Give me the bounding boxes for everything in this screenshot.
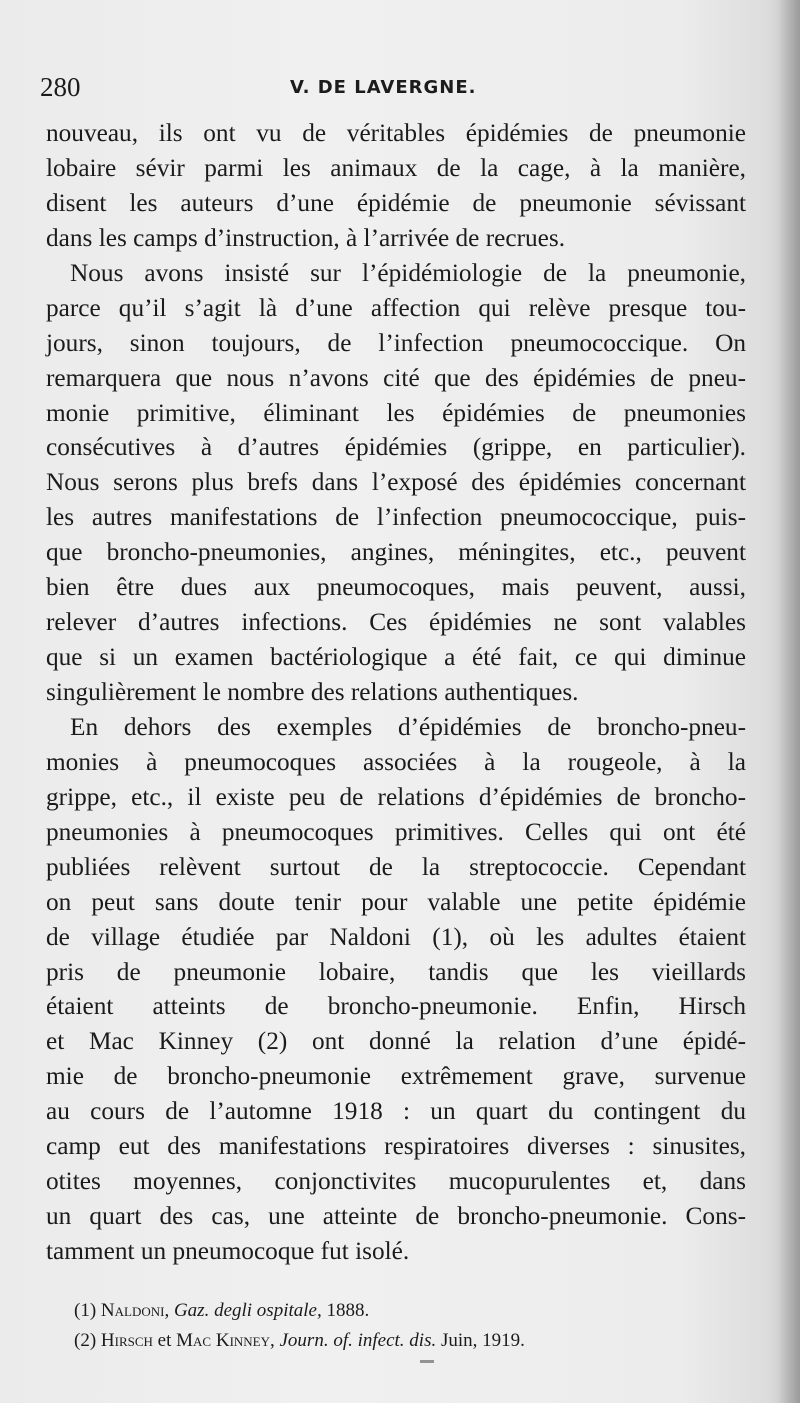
text-line: bien être dues aux pneumocoques, mais peuvent, aussi, bbox=[46, 573, 746, 602]
footnote-author: Hirsch bbox=[100, 1330, 153, 1351]
text-line: otites moyennes, conjonctivites mucopurulentes et, dans bbox=[46, 1167, 746, 1196]
footnote-author: Naldoni, bbox=[100, 1300, 170, 1321]
text-line: lobaire sévir parmi les animaux de la cage, à la manière, bbox=[46, 153, 746, 182]
text-line: grippe, etc., il existe peu de relations d’épidémies de broncho- bbox=[46, 782, 746, 811]
text-line: singulièrement le nombre des relations authentiques. bbox=[46, 678, 579, 706]
text-line: monie primitive, éliminant les épidémies de pneumonies bbox=[46, 398, 746, 427]
footnote-author-2: Mac Kinney, bbox=[176, 1330, 275, 1351]
footnote-source: Journ. of. infect. dis. bbox=[279, 1330, 437, 1351]
text-line: que si un examen bactériologique a été fait, ce qui diminue bbox=[46, 643, 746, 672]
text-line: étaient atteints de broncho-pneumonie. Enfin, Hirsch bbox=[46, 992, 746, 1021]
text-line: consécutives à d’autres épidémies (grippe, en particulier). bbox=[46, 433, 746, 462]
text-line: En dehors des exemples d’épidémies de broncho-pneu- bbox=[70, 712, 746, 741]
text-line: pris de pneumonie lobaire, tandis que les vieillards bbox=[46, 957, 746, 986]
text-line: publiées relèvent surtout de la streptococcie. Cependant bbox=[46, 852, 746, 881]
paragraph-2 bbox=[46, 256, 746, 710]
page-header bbox=[40, 72, 740, 112]
text-line: mie de broncho-pneumonie extrêmement grave, survenue bbox=[46, 1062, 746, 1091]
footnote-1 bbox=[74, 1296, 714, 1326]
text-line: un quart des cas, une atteinte de broncho-pneumonie. Cons- bbox=[46, 1202, 746, 1231]
footnote-source: Gaz. degli ospitale, bbox=[173, 1300, 322, 1321]
page-gutter-shadow bbox=[778, 0, 800, 1403]
text-line: que broncho-pneumonies, angines, méningites, etc., peuvent bbox=[46, 538, 746, 567]
text-line: on peut sans doute tenir pour valable une petite épidémie bbox=[46, 887, 746, 916]
text-line: tamment un pneumocoque fut isolé. bbox=[46, 1237, 410, 1265]
text-line: pneumonies à pneumocoques primitives. Celles qui ont été bbox=[46, 817, 746, 846]
paragraph-1 bbox=[46, 116, 746, 256]
text-line: dans les camps d’instruction, à l’arrivée de recrues. bbox=[46, 223, 566, 252]
text-line: et Mac Kinney (2) ont donné la relation d’une épidé- bbox=[46, 1027, 746, 1056]
footnote-date: Juin, 1919. bbox=[440, 1330, 525, 1351]
footnote-2 bbox=[74, 1326, 714, 1356]
paragraph-3 bbox=[46, 710, 746, 1269]
running-head: V. DE LAVERGNE. bbox=[290, 77, 477, 98]
text-line: les autres manifestations de l’infection pneumococcique, puis- bbox=[46, 503, 746, 532]
footnote-date: 1888. bbox=[326, 1300, 370, 1321]
text-line: parce qu’il s’agit là d’une affection qui relève presque tou- bbox=[46, 293, 746, 322]
footnotes bbox=[74, 1296, 714, 1356]
text-line: jours, sinon toujours, de l’infection pneumococcique. On bbox=[46, 328, 746, 357]
text-line: Nous avons insisté sur l’épidémiologie de la pneumonie, bbox=[70, 258, 746, 287]
text-line: camp eut des manifestations respiratoires diverses : sinusites, bbox=[46, 1132, 746, 1161]
footnote-marker: (2) bbox=[74, 1330, 97, 1351]
text-line: au cours de l’automne 1918 : un quart du contingent du bbox=[46, 1097, 746, 1126]
text-line: de village étudiée par Naldoni (1), où les adultes étaient bbox=[46, 922, 746, 951]
footnote-connector: et bbox=[157, 1330, 172, 1351]
text-line: disent les auteurs d’une épidémie de pneumonie sévissant bbox=[46, 188, 746, 217]
text-line: nouveau, ils ont vu de véritables épidémies de pneumonie bbox=[46, 119, 746, 147]
text-line: Nous serons plus brefs dans l’exposé des épidémies concernant bbox=[46, 468, 746, 497]
page-number: 280 bbox=[40, 72, 81, 102]
text-line: monies à pneumocoques associées à la rougeole, à la bbox=[46, 747, 746, 776]
text-line: relever d’autres infections. Ces épidémies ne sont valables bbox=[46, 608, 746, 637]
print-mark bbox=[420, 1360, 434, 1363]
body-text bbox=[46, 116, 746, 1269]
text-line: remarquera que nous n’avons cité que des épidémies de pneu- bbox=[46, 363, 746, 392]
footnote-marker: (1) bbox=[74, 1300, 97, 1321]
